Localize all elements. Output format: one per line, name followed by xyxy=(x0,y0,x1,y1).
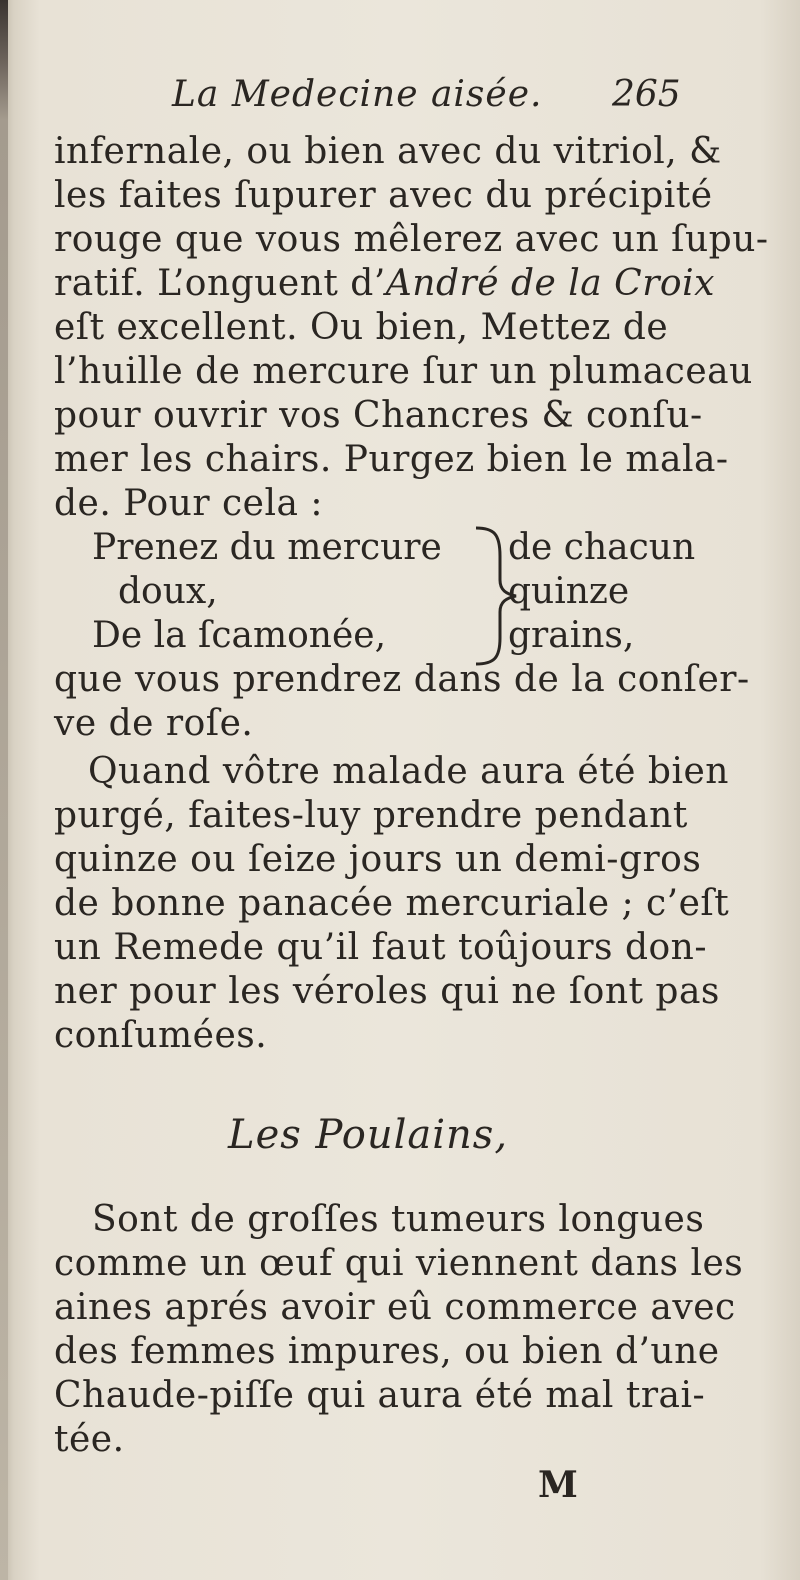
text-line: infernale, ou bien avec du vitriol, & xyxy=(54,131,722,172)
recipe-ingredient: De la ſcamonée, xyxy=(92,615,387,656)
text-line: quinze ou ſeize jours un demi-gros xyxy=(54,839,702,880)
text-line: pour ouvrir vos Chancres & conſu- xyxy=(54,395,703,436)
section-heading: Les Poulains, xyxy=(228,1112,509,1158)
recipe-dose: grains, xyxy=(508,615,635,656)
text-line: comme un œuf qui viennent dans les xyxy=(54,1243,744,1284)
italic-name: André de la Croix xyxy=(385,263,715,304)
text-line: ve de roſe. xyxy=(54,703,254,744)
text-line: l’huille de mercure ſur un plumaceau xyxy=(54,351,753,392)
recipe-ingredient-cont: doux, xyxy=(118,571,218,612)
text-line xyxy=(54,264,715,304)
text-line: Chaude-piſſe qui aura été mal trai- xyxy=(54,1375,706,1416)
text-line: tée. xyxy=(54,1419,125,1460)
page-binding-edge xyxy=(0,0,8,1580)
text-line: mer les chairs. Purgez bien le mala- xyxy=(54,439,729,480)
signature-mark: M xyxy=(538,1464,578,1506)
recipe-ingredient: Prenez du mercure xyxy=(92,527,442,568)
recipe-dose: de chacun xyxy=(508,527,696,568)
text-line: Quand vôtre malade aura été bien xyxy=(88,751,729,792)
page-number: 265 xyxy=(612,74,681,115)
text-line: aines aprés avoir eû commerce avec xyxy=(54,1287,736,1328)
text-line: Sont de groſſes tumeurs longues xyxy=(92,1199,705,1240)
text-line: un Remede qu’il faut toûjours don- xyxy=(54,927,708,968)
text-line: de bonne panacée mercuriale ; c’eſt xyxy=(54,883,730,924)
text-fragment: ratif. L’onguent d’ xyxy=(54,263,386,304)
text-line: des femmes impures, ou bien d’une xyxy=(54,1331,720,1372)
recipe-dose: quinze xyxy=(508,571,630,612)
text-line: eſt excellent. Ou bien, Mettez de xyxy=(54,307,669,348)
text-line: les faites ſupurer avec du précipité xyxy=(54,175,713,216)
text-line: conſumées. xyxy=(54,1015,268,1056)
text-line: de. Pour cela : xyxy=(54,483,324,524)
text-line: que vous prendrez dans de la conſer- xyxy=(54,659,750,700)
text-line: ner pour les véroles qui ne ſont pas xyxy=(54,971,720,1012)
running-header-title: La Medecine aisée. xyxy=(172,74,543,115)
text-line: rouge que vous mêlerez avec un ſupu- xyxy=(54,219,769,260)
text-line: purgé, faites-luy prendre pendant xyxy=(54,795,688,836)
